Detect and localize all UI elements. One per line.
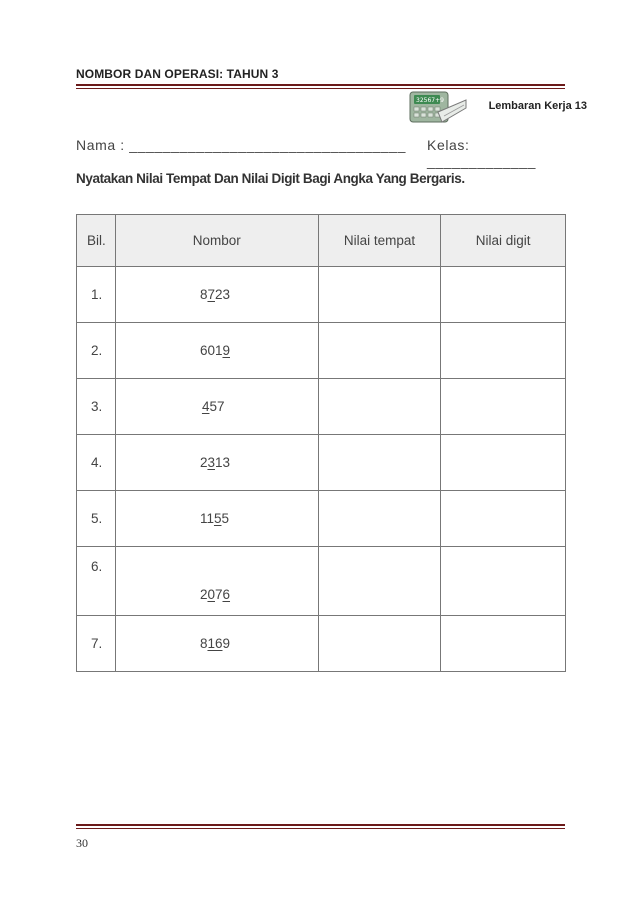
digit-value-answer-cell[interactable]	[441, 547, 566, 616]
underlined-digit: 9	[222, 343, 230, 358]
underlined-digit: 5	[213, 511, 222, 526]
digit-value-answer-cell[interactable]	[441, 379, 566, 435]
row-number: 2.	[77, 323, 116, 379]
place-value-answer-cell[interactable]	[318, 491, 441, 547]
underlined-digit: 6	[222, 587, 231, 602]
header-nilai-tempat: Nilai tempat	[318, 215, 441, 267]
header-rule-thin	[76, 88, 565, 89]
student-info-row	[76, 137, 565, 169]
number-cell: 2313	[115, 435, 318, 491]
row-number: 3.	[77, 379, 116, 435]
footer-rule-thick	[76, 824, 565, 826]
number-cell: 8169	[115, 616, 318, 672]
digit-value-answer-cell[interactable]	[441, 435, 566, 491]
number-cell: 8723	[115, 267, 318, 323]
row-number: 1.	[77, 267, 116, 323]
row-number: 4.	[77, 435, 116, 491]
page-header-title: NOMBOR DAN OPERASI: TAHUN 3	[76, 67, 279, 81]
table-row	[77, 379, 566, 435]
underlined-digit: 3	[207, 455, 215, 470]
header-nilai-digit: Nilai digit	[441, 215, 566, 267]
calculator-icon	[408, 86, 468, 126]
footer-rule-thin	[76, 828, 565, 829]
digit-value-answer-cell[interactable]	[441, 616, 566, 672]
table-row	[77, 491, 566, 547]
table-header-row	[77, 215, 566, 267]
place-value-answer-cell[interactable]	[318, 547, 441, 616]
place-value-answer-cell[interactable]	[318, 616, 441, 672]
number-cell: 2076	[115, 547, 318, 616]
instruction-text: Nyatakan Nilai Tempat Dan Nilai Digit Bagi Angka Yang Bergaris.	[76, 171, 465, 186]
table-row	[77, 435, 566, 491]
number-cell: 457	[115, 379, 318, 435]
table-row	[77, 267, 566, 323]
class-field[interactable]: Kelas: _____________	[427, 137, 537, 169]
underlined-digit: 0	[207, 587, 215, 602]
table-row	[77, 616, 566, 672]
table-row	[77, 323, 566, 379]
header-nombor: Nombor	[115, 215, 318, 267]
digit-value-answer-cell[interactable]	[441, 491, 566, 547]
place-value-answer-cell[interactable]	[318, 435, 441, 491]
row-number: 5.	[77, 491, 116, 547]
digit-value-answer-cell[interactable]	[441, 267, 566, 323]
row-number: 6.	[77, 547, 116, 616]
underlined-digit: 16	[207, 636, 223, 651]
place-value-answer-cell[interactable]	[318, 323, 441, 379]
svg-text:32567+9: 32567+9	[416, 97, 444, 104]
place-value-answer-cell[interactable]	[318, 379, 441, 435]
underlined-digit: 4	[201, 399, 210, 414]
table-row	[77, 547, 566, 616]
worksheet-number: Lembaran Kerja 13	[488, 100, 587, 112]
row-number: 7.	[77, 616, 116, 672]
place-value-answer-cell[interactable]	[318, 267, 441, 323]
header-bil: Bil.	[77, 215, 116, 267]
digit-value-answer-cell[interactable]	[441, 323, 566, 379]
number-cell: 6019	[115, 323, 318, 379]
number-cell: 1155	[115, 491, 318, 547]
header-rule-thick	[76, 84, 565, 86]
underlined-digit: 7	[207, 287, 215, 302]
name-field[interactable]: Nama : _________________________________	[76, 137, 406, 153]
page-number: 30	[76, 836, 88, 850]
worksheet-table	[76, 214, 566, 672]
